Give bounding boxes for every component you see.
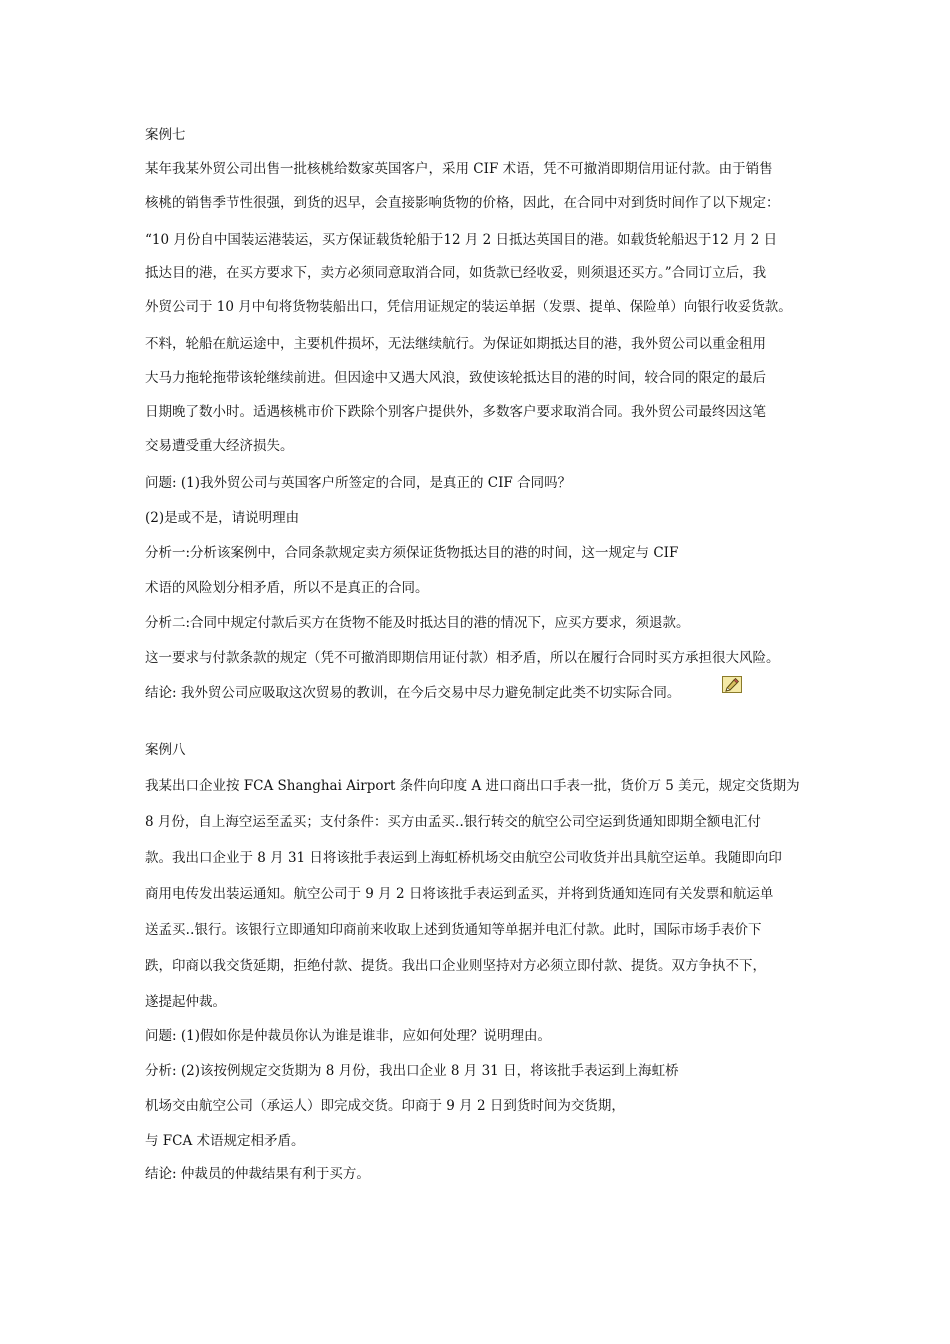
case8-line-1: 我某出口企业按 FCA Shanghai Airport 条件向印度 A 进口商出口手表一批，货价万 5 美元，规定交货期为 (145, 778, 800, 794)
case7-analysis2-b: 这一要求与付款条款的规定（凭不可撤消即期信用证付款）相矛盾，所以在履行合同时买方承担很大风险。 (145, 650, 780, 666)
case7-line-6: 不料，轮船在航运途中，主要机件损坏，无法继续航行。为保证如期抵达目的港，我外贸公司以重金租用 (145, 336, 766, 352)
case7-line-9: 交易遭受重大经济损失。 (145, 438, 294, 454)
case8-analysis-a: 分析: (2)该按例规定交货期为 8 月份，我出口企业 8 月 31 日，将该批手表运到上海虹桥 (145, 1063, 679, 1079)
case7-line-8: 日期晚了数小时。适遇核桃市价下跌除个别客户提供外，多数客户要求取消合同。我外贸公司最终因这笔 (145, 404, 766, 420)
case8-line-2: 8 月份，自上海空运至孟买；支付条件：买方由孟买‥银行转交的航空公司空运到货通知即期全额电汇付 (145, 814, 761, 830)
case8-line-6: 跌，印商以我交货延期，拒绝付款、提货。我出口企业则坚持对方必须立即付款、提货。双方争执不下， (145, 958, 766, 974)
pencil-note-icon-svg (723, 677, 741, 692)
case7-line-3: “10 月份自中国装运港装运，买方保证载货轮船于12 月 2 日抵达英国目的港。如载货轮船迟于12 月 2 日 (145, 232, 778, 248)
case8-line-7: 遂提起仲裁。 (145, 994, 226, 1010)
case8-question: 问题: (1)假如你是仲裁员你认为谁是谁非，应如何处理？说明理由。 (145, 1028, 551, 1044)
case7-question: 问题: (1)我外贸公司与英国客户所签定的合同，是真正的 CIF 合同吗？ (145, 475, 572, 491)
case7-line-5: 外贸公司于 10 月中旬将货物装船出口，凭信用证规定的装运单据（发票、提单、保险单）向银行收妥货款。 (145, 299, 792, 315)
case7-question-2: (2)是或不是，请说明理由 (145, 510, 300, 526)
case7-line-4: 抵达目的港，在买方要求下，卖方必须同意取消合同，如货款已经收妥，则须退还买方。”合同订立后，我 (145, 265, 767, 281)
case7-line-7: 大马力拖轮拖带该轮继续前进。但因途中又遇大风浪，致使该轮抵达目的港的时间，较合同的限定的最后 (145, 370, 766, 386)
case8-line-3: 款。我出口企业于 8 月 31 日将该批手表运到上海虹桥机场交由航空公司收货并出具航空运单。我随即向印 (145, 850, 782, 866)
case7-analysis2-a: 分析二:合同中规定付款后买方在货物不能及时抵达目的港的情况下，应买方要求，须退款。 (145, 615, 690, 631)
case7-line-2: 核桃的销售季节性很强，到货的迟早，会直接影响货物的价格，因此，在合同中对到货时间作了以下规定： (145, 195, 780, 211)
case8-line-4: 商用电传发出装运通知。航空公司于 9 月 2 日将该批手表运到孟买，并将到货通知连同有关发票和航运单 (145, 886, 774, 902)
case8-analysis-b: 机场交由航空公司（承运人）即完成交货。印商于 9 月 2 日到货时间为交货期， (145, 1098, 625, 1114)
case7-title: 案例七 (145, 127, 186, 143)
case8-title: 案例八 (145, 742, 186, 758)
case8-conclusion: 结论: 仲裁员的仲裁结果有利于买方。 (145, 1166, 370, 1182)
case8-line-5: 送孟买‥银行。该银行立即通知印商前来收取上述到货通知等单据并电汇付款。此时，国际市场手表价下 (145, 922, 762, 938)
case7-analysis1-a: 分析一:分析该案例中，合同条款规定卖方须保证货物抵达目的港的时间，这一规定与 CIF (145, 545, 679, 561)
case7-analysis1-b: 术语的风险划分相矛盾，所以不是真正的合同。 (145, 580, 429, 596)
case8-analysis-c: 与 FCA 术语规定相矛盾。 (145, 1133, 305, 1149)
case7-conclusion: 结论: 我外贸公司应吸取这次贸易的教训，在今后交易中尽力避免制定此类不切实际合同。 (145, 685, 681, 701)
case7-line-1: 某年我某外贸公司出售一批核桃给数家英国客户，采用 CIF 术语，凭不可撤消即期信用证付款。由于销售 (145, 161, 773, 177)
pencil-note-icon[interactable] (722, 676, 742, 693)
